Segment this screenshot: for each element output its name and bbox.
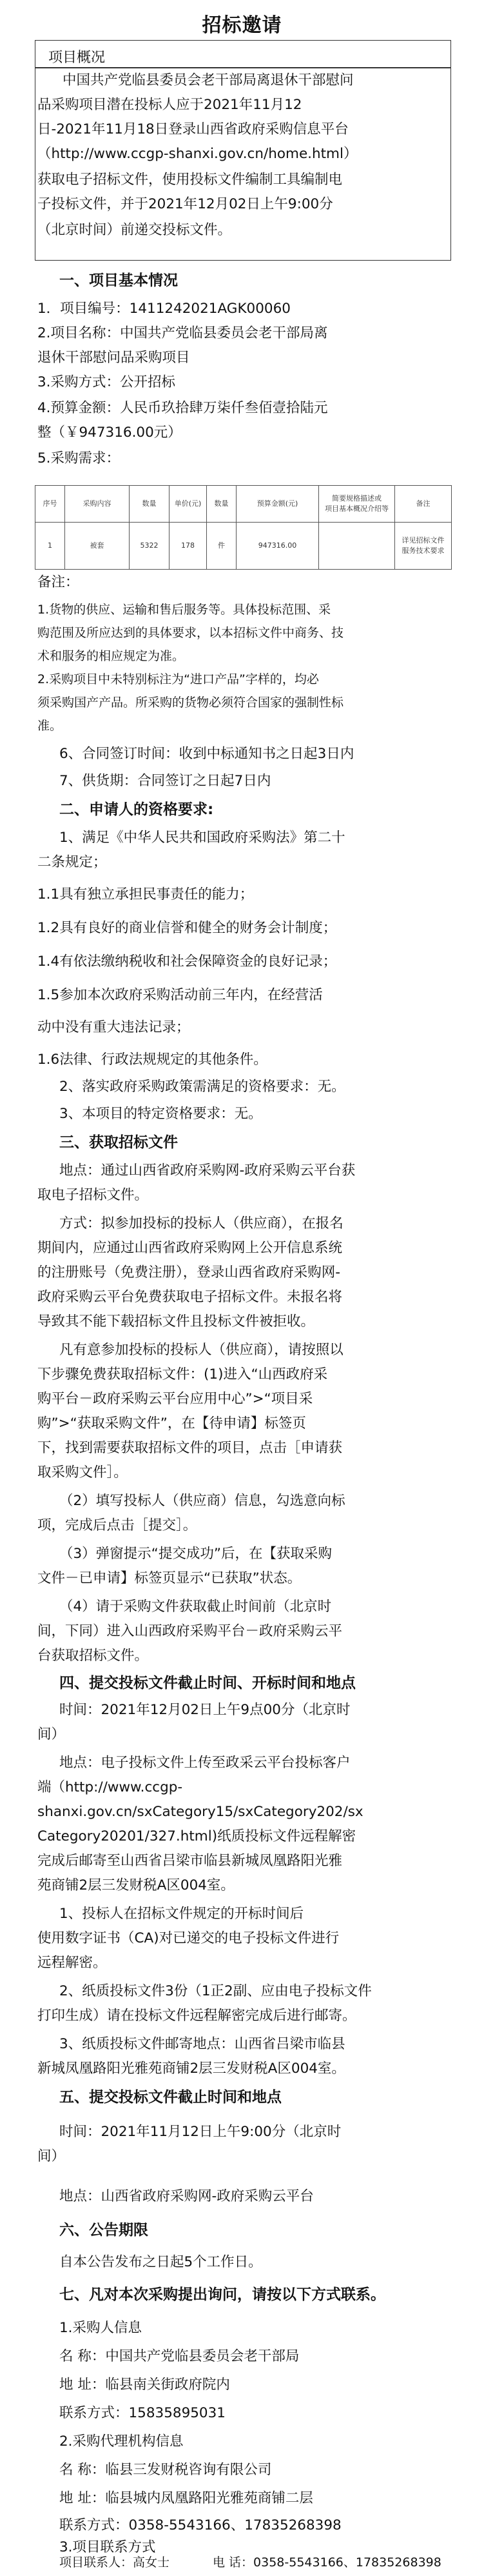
section3-line: 凡有意参加投标的投标人（供应商），请按照以 bbox=[59, 1342, 344, 1358]
table-header: 序号 bbox=[35, 486, 65, 523]
section4-line: 时间：2021年12月02日上午9点00分（北京时 bbox=[59, 1702, 351, 1718]
section4-line: 完成后邮寄至山西省吕梁市临县新城凤凰路阳光雅 bbox=[37, 1853, 343, 1869]
notes-line: 须采购国产产品。所采购的货物必须符合国家的强制性标 bbox=[37, 695, 344, 710]
section3-line: 的注册账号（免费注册），登录山西省政府采购网- bbox=[37, 1264, 341, 1281]
section1-line: 退休干部慰问品采购项目 bbox=[37, 350, 190, 366]
purchaser-line: 地 址：临县南关街政府院内 bbox=[59, 2377, 230, 2393]
notes-line: 准。 bbox=[37, 719, 63, 733]
table-header: 简要规格描述或 项目基本概况介绍等 bbox=[319, 486, 395, 523]
section2-line: 1.1具有独立承担民事责任的能力； bbox=[37, 886, 254, 903]
section3-line: 期间内，应通过山西省政府采购网上公开信息系统 bbox=[37, 1240, 343, 1256]
section-heading: 三、获取招标文件 bbox=[59, 1134, 178, 1151]
table-cell: 详见招标文件 服务技术要求 bbox=[395, 523, 452, 570]
notes-line: 术和服务的相应规定为准。 bbox=[37, 649, 185, 663]
table-cell: 5322 bbox=[130, 523, 169, 570]
notes-heading: 备注： bbox=[37, 574, 79, 590]
table-cell: 947316.00 bbox=[237, 523, 319, 570]
table-header: 采购内容 bbox=[65, 486, 130, 523]
section2-line: 1.4有依法缴纳税收和社会保障资金的良好记录； bbox=[37, 954, 337, 970]
contact-heading: 3.项目联系方式 bbox=[59, 2539, 156, 2555]
section3-line: （4）请于采购文件获取截止时间前（北京时 bbox=[59, 1599, 332, 1615]
overview-line: 子投标文件，并于2021年12月02日上午9:00分 bbox=[37, 196, 333, 212]
purchaser-line: 名 称：中国共产党临县委员会老干部局 bbox=[59, 2348, 300, 2364]
section5-line: 时间：2021年11月12日上午9:00分（北京时 bbox=[59, 2124, 342, 2140]
section6-line: 自本公告发布之日起5个工作日。 bbox=[59, 2254, 262, 2270]
section2-line: 2、落实政府采购政策需满足的资格要求：无。 bbox=[59, 1079, 345, 1095]
procurement-table bbox=[35, 485, 452, 570]
section4-line: 1、投标人在招标文件规定的开标时间后 bbox=[59, 1906, 304, 1922]
table-row bbox=[35, 523, 452, 570]
contact-line: 项目联系人：高女士 bbox=[59, 2555, 170, 2570]
table-cell: 178 bbox=[169, 523, 207, 570]
table-cell: 件 bbox=[207, 523, 237, 570]
section2-line: 二条规定； bbox=[37, 854, 107, 870]
overview-label: 项目概况 bbox=[48, 50, 106, 66]
overview-line: （北京时间）前递交投标文件。 bbox=[37, 222, 232, 238]
delivery-period: 7、供货期：合同签订之日起7日内 bbox=[59, 773, 271, 789]
section3-line: 政府采购云平台免费获取电子招标文件。未报名将 bbox=[37, 1289, 343, 1305]
table-header: 单价(元) bbox=[169, 486, 207, 523]
section4-line: 新城凤凰路阳光雅苑商铺2层三发财税A区004室。 bbox=[37, 2061, 345, 2077]
section3-line: 下步骤免费获取招标文件：(1)进入“山西政府采 bbox=[37, 1366, 328, 1383]
section3-line: 间，下同）进入山西政府采购平台－政府采购云平 bbox=[37, 1623, 343, 1639]
section2-line: 1.5参加本次政府采购活动前三年内，在经营活 bbox=[37, 987, 323, 1003]
section1-line: 整（￥947316.00元） bbox=[37, 424, 182, 441]
section3-line: 台获取招标文件。 bbox=[37, 1648, 149, 1664]
table-cell bbox=[319, 523, 395, 570]
section3-line: 取电子招标文件。 bbox=[37, 1187, 149, 1203]
section3-line: 购平台－政府采购云平台应用中心”>“项目采 bbox=[37, 1391, 313, 1407]
table-header: 预算金额(元) bbox=[237, 486, 319, 523]
notes-line: 购范围及所应达到的具体要求，以本招标文件中商务、技 bbox=[37, 626, 344, 640]
section1-line: 3.采购方式：公开招标 bbox=[37, 374, 176, 390]
section3-line: 购”>“获取采购文件”，在【待申请】标签页 bbox=[37, 1415, 306, 1432]
table-cell: 被套 bbox=[65, 523, 130, 570]
contact-line: 电 话：0358-5543166、17835268398 bbox=[213, 2555, 441, 2570]
section-heading: 六、公告期限 bbox=[59, 2222, 148, 2239]
table-header: 数量 bbox=[130, 486, 169, 523]
section2-line: 动中没有重大违法记录； bbox=[37, 1019, 190, 1035]
section3-line: 方式：拟参加投标的投标人（供应商），在报名 bbox=[59, 1215, 344, 1232]
section4-line: 2、纸质投标文件3份（1正2副、应由电子投标文件 bbox=[59, 1983, 372, 1999]
purchaser-heading: 1.采购人信息 bbox=[59, 2320, 142, 2336]
section4-line: 使用数字证书（CA)对已递交的电子投标文件进行 bbox=[37, 1930, 340, 1946]
section2-line: 1.2具有良好的商业信誉和健全的财务会计制度； bbox=[37, 920, 337, 936]
section-heading: 七、凡对本次采购提出询问，请按以下方式联系。 bbox=[59, 2286, 385, 2303]
overview-label-box bbox=[35, 40, 451, 68]
section3-line: 地点：通过山西省政府采购网-政府采购云平台获 bbox=[59, 1163, 356, 1179]
section2-line: 1、满足《中华人民共和国政府采购法》第二十 bbox=[59, 830, 345, 846]
page-title: 招标邀请 bbox=[202, 14, 282, 37]
table-header: 数量 bbox=[207, 486, 237, 523]
section4-line: 地点：电子投标文件上传至政采云平台投标客户 bbox=[59, 1755, 351, 1771]
section3-line: 取采购文件］。 bbox=[37, 1464, 128, 1481]
section4-line: 打印生成）请在投标文件远程解密完成后进行邮寄。 bbox=[37, 2008, 356, 2024]
notes-line: 2.采购项目中未特别标注为“进口产品”字样的，均必 bbox=[37, 672, 319, 686]
overview-line: 获取电子招标文件，使用投标文件编制工具编制电 bbox=[37, 172, 343, 188]
section4-line: 3、纸质投标文件邮寄地点：山西省吕梁市临县 bbox=[59, 2036, 345, 2052]
agency-line: 联系方式：0358-5543166、17835268398 bbox=[59, 2517, 342, 2533]
section-heading: 四、提交投标文件截止时间、开标时间和地点 bbox=[59, 1675, 356, 1692]
agency-heading: 2.采购代理机构信息 bbox=[59, 2433, 184, 2450]
section2-line: 1.6法律、行政法规规定的其他条件。 bbox=[37, 1052, 267, 1068]
table-header: 备注 bbox=[395, 486, 452, 523]
overview-line: 中国共产党临县委员会老干部局离退休干部慰问 bbox=[63, 72, 354, 88]
overview-line: 日-2021年11月18日登录山西省政府采购信息平台 bbox=[37, 121, 349, 137]
contract-sign-time: 6、合同签订时间：收到中标通知书之日起3日内 bbox=[59, 746, 354, 762]
section-heading: 一、项目基本情况 bbox=[59, 272, 178, 289]
table-cell: 1 bbox=[35, 523, 65, 570]
section4-line: Category20201/327.html)纸质投标文件远程解密 bbox=[37, 1828, 356, 1844]
purchaser-line: 联系方式：15835895031 bbox=[59, 2405, 226, 2421]
section3-line: 文件－已申请】标签页显示“已获取”状态。 bbox=[37, 1570, 302, 1586]
section2-line: 3、本项目的特定资格要求：无。 bbox=[59, 1106, 262, 1122]
overview-line: （http://www.ccgp-shanxi.gov.cn/home.html） bbox=[37, 146, 358, 162]
section4-line: 端（http://www.ccgp- bbox=[37, 1779, 183, 1795]
section5-line: 间） bbox=[37, 2148, 66, 2164]
agency-line: 地 址：临县城内凤凰路阳光雅苑商铺二层 bbox=[59, 2490, 313, 2506]
section3-line: 下，找到需要获取招标文件的项目，点击［申请获 bbox=[37, 1440, 343, 1456]
notes-line: 1.货物的供应、运输和售后服务等。具体投标范围、采 bbox=[37, 603, 331, 617]
overview-line: 品采购项目潜在投标人应于2021年11月12 bbox=[37, 97, 302, 113]
section4-line: 间） bbox=[37, 1726, 66, 1742]
section1-line: 2.项目名称：中国共产党临县委员会老干部局离 bbox=[37, 325, 328, 341]
section3-line: 导致其不能下载招标文件且投标文件被拒收。 bbox=[37, 1313, 315, 1330]
section4-line: 苑商铺2层三发财税A区004室。 bbox=[37, 1877, 235, 1893]
section4-line: 远程解密。 bbox=[37, 1955, 107, 1971]
section3-line: （2）填写投标人（供应商）信息，勾选意向标 bbox=[59, 1493, 345, 1509]
section-heading: 二、申请人的资格要求: bbox=[59, 801, 214, 818]
agency-line: 名 称：临县三发财税咨询有限公司 bbox=[59, 2462, 272, 2478]
section-heading: 五、提交投标文件截止时间和地点 bbox=[59, 2089, 282, 2106]
section4-line: shanxi.gov.cn/sxCategory15/sxCategory202/sx bbox=[37, 1804, 363, 1820]
section1-line: 4.预算金额：人民币玖拾肆万柒仟叁佰壹拾陆元 bbox=[37, 400, 328, 416]
section1-line: 1．项目编号：1411242021AGK00060 bbox=[37, 301, 291, 317]
section1-line: 5.采购需求： bbox=[37, 450, 121, 466]
section3-line: （3）弹窗提示“提交成功”后，在【获取采购 bbox=[59, 1546, 332, 1562]
section5-line: 地点：山西省政府采购网-政府采购云平台 bbox=[59, 2188, 314, 2204]
table-header-row bbox=[35, 486, 452, 523]
section3-line: 项，完成后点击［提交］。 bbox=[37, 1517, 197, 1533]
